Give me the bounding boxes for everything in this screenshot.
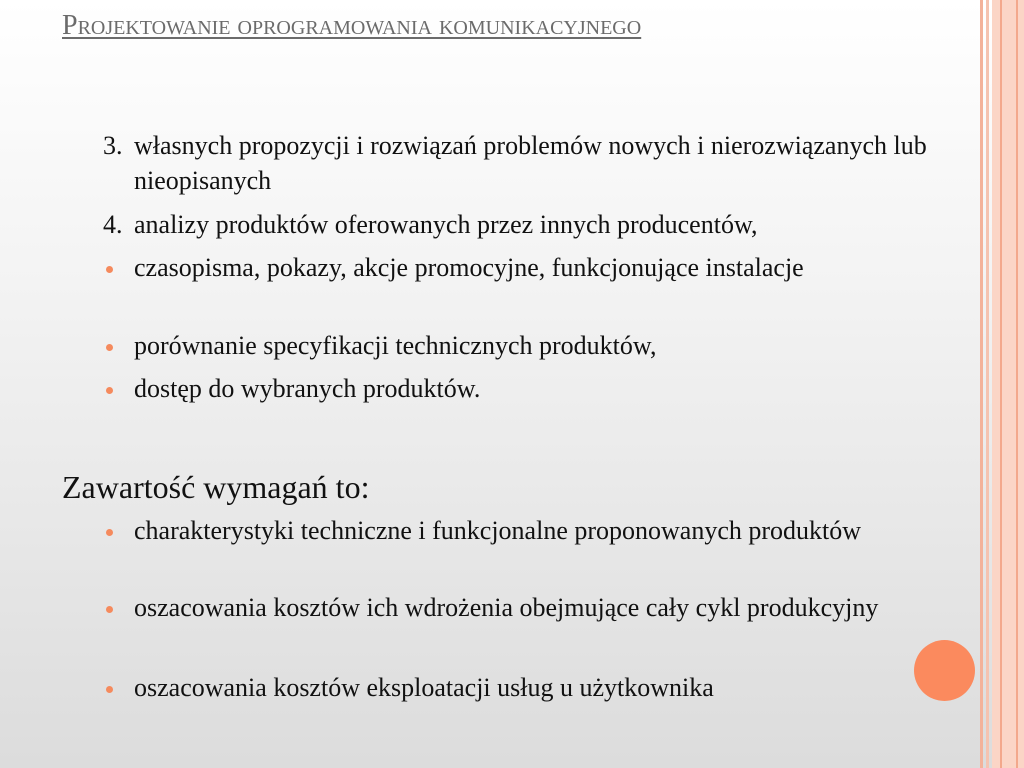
list-item: charakterystyki techniczne i funkcjonalne proponowanych produktów xyxy=(134,516,862,545)
decorative-stripes xyxy=(980,0,1024,768)
list-item: oszacowania kosztów eksploatacji usług u użytkownika xyxy=(134,673,714,702)
stripe xyxy=(1000,0,1002,768)
stripe xyxy=(992,0,1024,768)
list-item: dostęp do wybranych produktów. xyxy=(134,374,481,403)
section-heading: Zawartość wymagań to: xyxy=(62,469,370,505)
bullet-icon xyxy=(106,606,113,613)
bullet-icon xyxy=(106,529,113,536)
bullet-icon xyxy=(106,686,113,693)
list-number: 4. xyxy=(103,210,123,239)
slide-title: Projektowanie oprogramowania komunikacyjnego xyxy=(62,10,642,41)
stripe xyxy=(980,0,983,768)
list-item: porównanie specyfikacji technicznych produktów, xyxy=(134,331,657,360)
bullet-icon xyxy=(106,344,113,351)
list-item: czasopisma, pokazy, akcje promocyjne, funkcjonujące instalacje xyxy=(134,253,804,282)
bullet-icon xyxy=(106,266,113,273)
stripe xyxy=(1016,0,1018,768)
list-item: analizy produktów oferowanych przez innych producentów, xyxy=(134,210,758,239)
list-item: oszacowania kosztów ich wdrożenia obejmujące cały cykl produkcyjny xyxy=(134,593,879,622)
list-item: własnych propozycji i rozwiązań problemów nowych i nierozwiązanych lub nieopisanych xyxy=(134,131,927,195)
list-number: 3. xyxy=(103,131,123,160)
bullet-icon xyxy=(106,387,113,394)
stripe xyxy=(986,0,989,768)
